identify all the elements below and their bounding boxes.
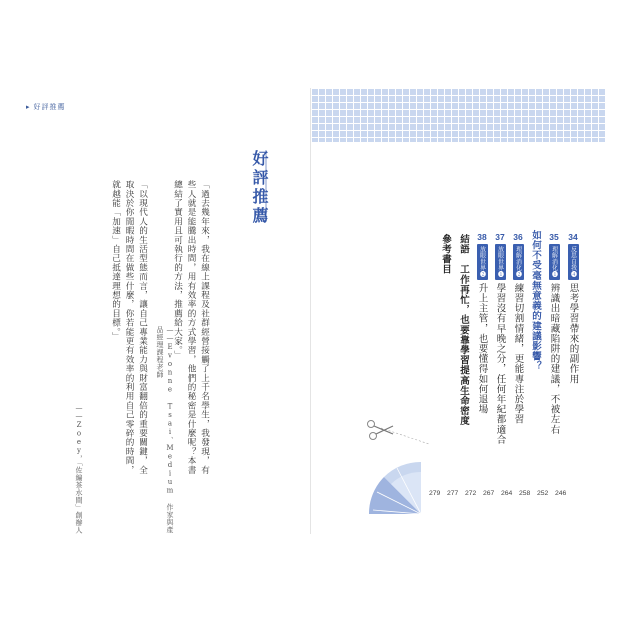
references-heading: 參考書目 <box>440 234 451 275</box>
toc-item-38 <box>475 232 489 414</box>
quote-2: 「以現代人的生活型態而言，讓自己專業能力與財富翻倍的重要關鍵，全取決於你閒暇時間在做些什麼，你若能更有效率的利用自己零碎的時間，就越能「加速」自己抵達理想的目標。」 <box>110 180 148 475</box>
right-page <box>311 88 606 534</box>
wheel-icon <box>369 462 421 514</box>
page-number: 264 <box>501 490 513 497</box>
left-page <box>16 88 311 534</box>
page-numbers-row <box>429 490 599 502</box>
toc-num: 35 <box>549 232 559 242</box>
toc-badge: 放眼世界❶ <box>496 246 504 278</box>
running-head <box>26 102 66 112</box>
toc-num: 38 <box>477 232 487 242</box>
toc-num: 34 <box>568 232 578 242</box>
running-head-marker: ▸ <box>26 103 31 111</box>
quote-2-author: ——Zoey，「佐編茶水間」創辦人 <box>75 404 83 534</box>
page-number: 267 <box>483 490 495 497</box>
toc-num: 36 <box>513 232 523 242</box>
toc-item-35 <box>547 232 561 434</box>
quote-1-author: ——Evonne Tsai、Medium 作家與產品經理課程老師 <box>156 326 174 534</box>
grid-pattern <box>311 88 606 142</box>
section-title: 好評推薦 <box>250 150 269 226</box>
toc-text: 升上主管，也要懂得如何退場 <box>476 282 488 414</box>
toc-badge: 放眼世界❷ <box>478 246 486 278</box>
toc-text: 思考學習帶來的副作用 <box>567 282 579 384</box>
toc-text: 學習沒有早晚之分，任何年紀都適合 <box>494 282 506 445</box>
page-number: 246 <box>555 490 567 497</box>
toc-text: 辨識出暗藏陷阱的建議，不被左右 <box>548 282 560 434</box>
quote-1: 「過去幾年來，我在線上課程及社群經營接觸了上千名學生，我發現，有些人就是能騰出時間，用有效率的方式學習，他們的秘密是什麼呢？本書總結了實用且可執行的方法，推薦給大家。」 <box>172 180 210 475</box>
toc-badge: 理解消化❶ <box>550 246 558 278</box>
page-number: 258 <box>519 490 531 497</box>
page-number: 272 <box>465 490 477 497</box>
page-number: 279 <box>429 490 441 497</box>
scissors-icon <box>368 421 394 440</box>
toc-item-34 <box>566 232 580 384</box>
toc-badge: 理解消化❷ <box>514 246 522 278</box>
page-number: 252 <box>537 490 549 497</box>
toc-badge: 反思自我❹ <box>569 246 577 278</box>
page-number: 277 <box>447 490 459 497</box>
toc-text: 練習切割情緒，更能專注於學習 <box>512 282 524 424</box>
chapter-heading: 如何不受毫無意義的建議影響？ <box>530 230 541 372</box>
toc-num: 37 <box>495 232 505 242</box>
toc-item-37 <box>493 232 507 444</box>
running-head-text: 好評推薦 <box>33 103 66 111</box>
conclusion-heading: 結語 工作再忙，也要靠學習提高生命密度 <box>458 234 469 426</box>
title-rule <box>264 150 268 220</box>
toc-item-36 <box>511 232 525 424</box>
